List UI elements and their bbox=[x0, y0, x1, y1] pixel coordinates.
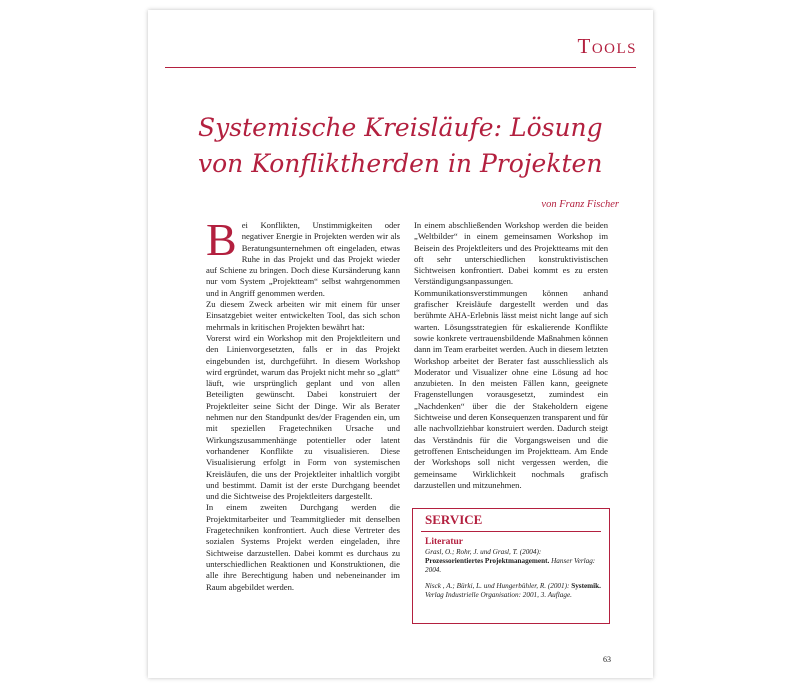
left-column bbox=[206, 214, 400, 593]
article-title: Systemische Kreisläufe: Lösung von Konfliktherden in Projekten bbox=[198, 113, 603, 178]
literature-reference bbox=[425, 582, 601, 600]
drop-cap: B bbox=[206, 214, 237, 265]
page-number: 63 bbox=[603, 655, 611, 664]
paragraph-intro bbox=[206, 214, 400, 299]
paragraph-intro-text: ei Konflikten, Unstimmigkeiten oder negativer Energie in Projekten werden wir als Beratungsunternehmen oft eingeladen, etwas Ruhe in das Projekt und das Projekt wieder auf Schiene zu bringen. Doch diese Kursänderung kann nur vom System „Projektteam“ selbst wahrgenommen und in Angriff genommen werden. bbox=[206, 220, 400, 298]
service-heading: SERVICE bbox=[425, 512, 483, 527]
literature-reference bbox=[425, 548, 601, 576]
magazine-page bbox=[148, 10, 653, 678]
reference-publisher: Verlag Industrielle Organisation: 2001, 3. Auflage. bbox=[425, 590, 572, 599]
reference-authors: Nisck , A.; Bürki, L. und Hungerbühler, R. (2001): bbox=[425, 581, 570, 590]
right-column bbox=[414, 220, 608, 491]
reference-title: Prozessorientiertes Projektmanagement. bbox=[425, 557, 550, 566]
byline: von Franz Fischer bbox=[541, 199, 619, 210]
service-box bbox=[412, 508, 610, 624]
header-rule bbox=[165, 67, 636, 68]
paragraph-2: Zu diesem Zweck arbeiten wir mit einem für unser Einsatzgebiet weiter entwickelten Tool, das sich schon mehrmals in kritischen Projekten bewährt hat: bbox=[206, 299, 400, 332]
service-divider bbox=[421, 531, 601, 532]
paragraph-3: Vorerst wird ein Workshop mit den Projektleitern und den Linienvorgesetzten, falls er in das Projekt eingebunden ist, durchgeführt. In diesem Workshop wird ergründet, warum das Projekt nicht mehr so „glatt“ läuft, wie ursprünglich geplant und von allen Beteiligten gewünscht. Dabei konstruiert der Projektleiter seine Sicht der Dinge. Wir als Berater nehmen nur den Standpunkt des/der Fragenden ein, um mit speziellen Fragetechniken Ursache und Wirkungszusammenhänge potentieller oder latent vorhandener Konflikte zu visualisieren. Diese Visualisierung erfolgt in Form von systemischen Kreisläufen, die uns der Projektleiter inhaltlich vorgibt und bestimmt. Damit ist der erste Durchgang beendet und die Sichtweise des Projektleiters dargestellt. bbox=[206, 332, 400, 502]
section-tag: Tools bbox=[577, 34, 637, 58]
reference-publisher: Hanser Verlag: 2004. bbox=[425, 557, 596, 575]
reference-authors: Grasl, O.; Rohr, J. und Grasl, T. (2004): bbox=[425, 548, 542, 556]
literature-heading: Literatur bbox=[425, 537, 463, 547]
paragraph-4: In einem zweiten Durchgang werden die Projektmitarbeiter und Teammitglieder mit denselben Fragetechniken konfrontiert. Auch diese Vertreter des sozialen Systems Projekt werden eingeladen, ihre Sichtweise darzustellen. Dabei kommt es durchaus zu unterschiedlichen Reaktionen und Konstruktionen, die alle ihre Berechtigung haben und nebeneinander im Raum abgebildet werden. bbox=[206, 502, 400, 592]
reference-title: Systemik. bbox=[571, 581, 601, 590]
paragraph-5: In einem abschließenden Workshop werden die beiden „Weltbilder“ in einem gemeinsamen Workshop im Beisein des Projektleiters und des Projektteams mit den oft sehr unterschiedlichen konstruktivistischen Sichtweisen konfrontiert. Dabei kommt es zu ersten Verständigungsanpassungen. Kommunikationsverstimmungen können anhand grafischer Kreisläufe dargestellt werden und das berühmte AHA-Erlebnis lässt meist nicht lange auf sich warten. Lösungsstrategien für eskalierende Konflikte sowie konkrete vertrauensbildende Maßnahmen können dann im Team erarbeitet werden. Auch in diesem letzten Workshop arbeitet der Berater fast ausschliesslich als Moderator und Visualizer ohne eine Lösung ad hoc anzubieten. In den meisten Fällen kann, geeignete Fragenstellungen vorausgesetzt, zumindest ein „Nachdenken“ über die der Stakeholdern eigene Sichtweise und deren Konsequenzen transparent und für alle nachvollziehbar konstruiert werden. Dadurch steigt das Verständnis für die Vorgangsweisen und die getroffenen Entscheidungen im Projektteam. Am Ende der Workshops soll nicht vergessen werden, die gemeinsame Wirklichkeit nochmals grafisch darzustellen und mitzunehmen. bbox=[414, 220, 608, 490]
